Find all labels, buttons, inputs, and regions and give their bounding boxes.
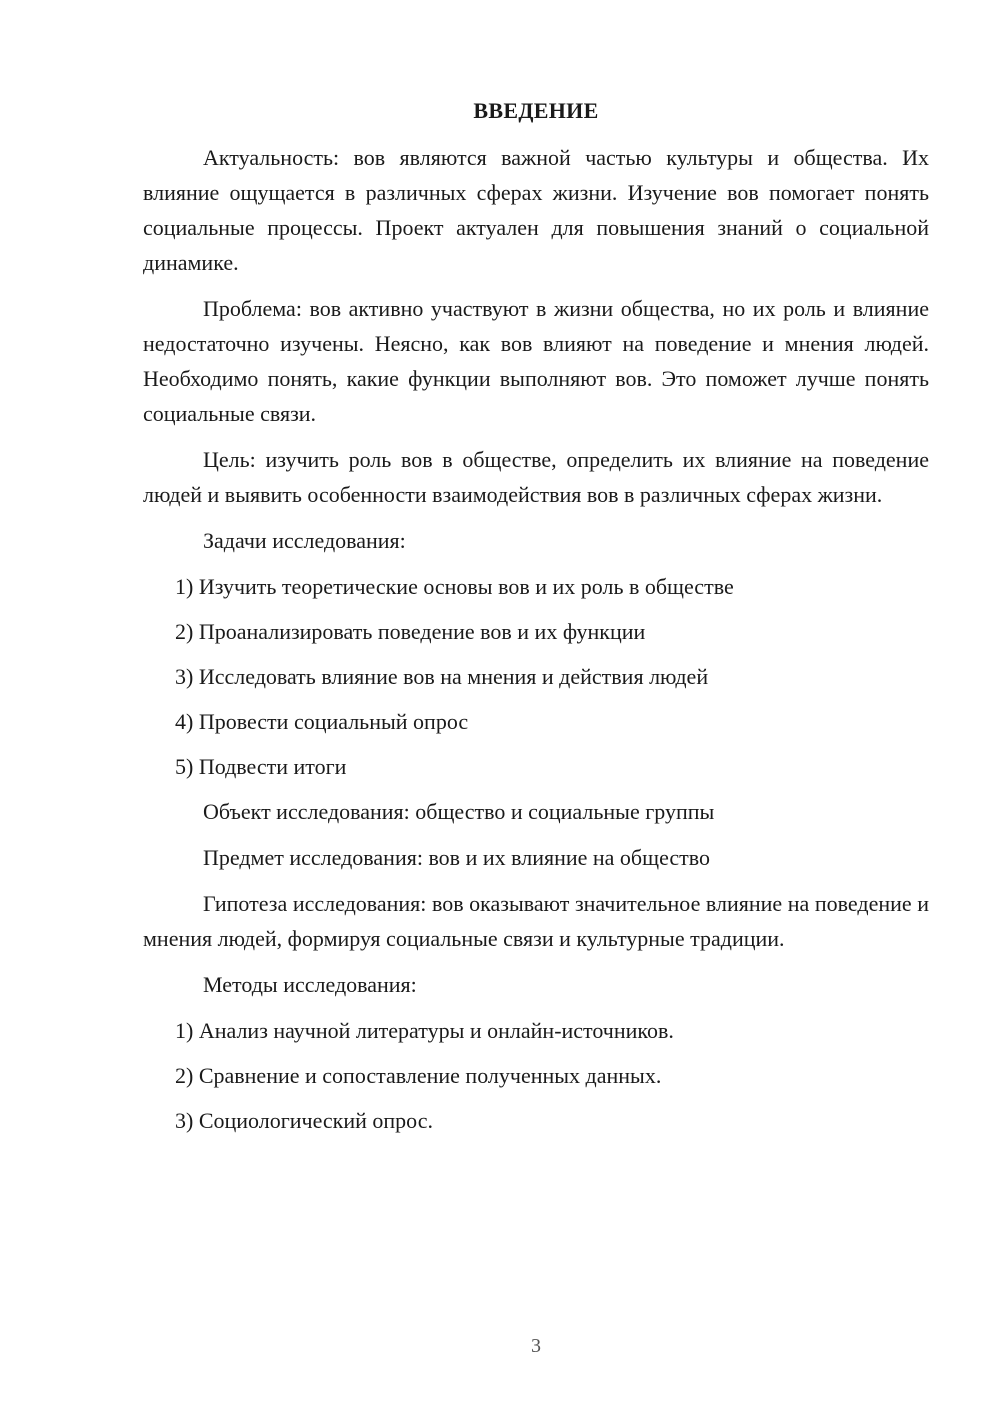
problem-paragraph: Проблема: вов активно участвуют в жизни общества, но их роль и влияние недостаточно изучены. Неясно, как вов влияют на поведение и мнения людей. Необходимо понять, какие функции выполняют вов. Это поможет лучше понять социальные связи. <box>143 296 929 426</box>
methods-list <box>143 1013 929 1138</box>
task-item-5: 5) Подвести итоги <box>175 754 347 779</box>
goal-paragraph: Цель: изучить роль вов в обществе, определить их влияние на поведение людей и выявить особенности взаимодействия вов в различных сферах жизни. <box>143 447 929 507</box>
method-item-3: 3) Социологический опрос. <box>175 1108 433 1133</box>
document-body <box>143 140 929 1148</box>
page-title: ВВЕДЕНИЕ <box>473 98 599 123</box>
method-item-1: 1) Анализ научной литературы и онлайн-источников. <box>175 1018 674 1043</box>
task-item-3: 3) Исследовать влияние вов на мнения и действия людей <box>175 664 709 689</box>
task-item-2: 2) Проанализировать поведение вов и их функции <box>175 619 646 644</box>
page-number: 3 <box>531 1335 541 1357</box>
methods-heading: Методы исследования: <box>203 972 417 997</box>
tasks-heading: Задачи исследования: <box>203 528 406 553</box>
tasks-list <box>143 569 929 784</box>
relevance-paragraph: Актуальность: вов являются важной частью культуры и общества. Их влияние ощущается в различных сферах жизни. Изучение вов помогает понять социальные процессы. Проект актуален для повышения знаний о социальной динамике. <box>143 145 929 275</box>
research-object: Объект исследования: общество и социальные группы <box>203 799 715 824</box>
research-subject: Предмет исследования: вов и их влияние на общество <box>203 845 710 870</box>
task-item-1: 1) Изучить теоретические основы вов и их роль в обществе <box>175 574 734 599</box>
hypothesis-paragraph: Гипотеза исследования: вов оказывают значительное влияние на поведение и мнения людей, формируя социальные связи и культурные традиции. <box>143 891 929 951</box>
task-item-4: 4) Провести социальный опрос <box>175 709 469 734</box>
method-item-2: 2) Сравнение и сопоставление полученных данных. <box>175 1063 662 1088</box>
